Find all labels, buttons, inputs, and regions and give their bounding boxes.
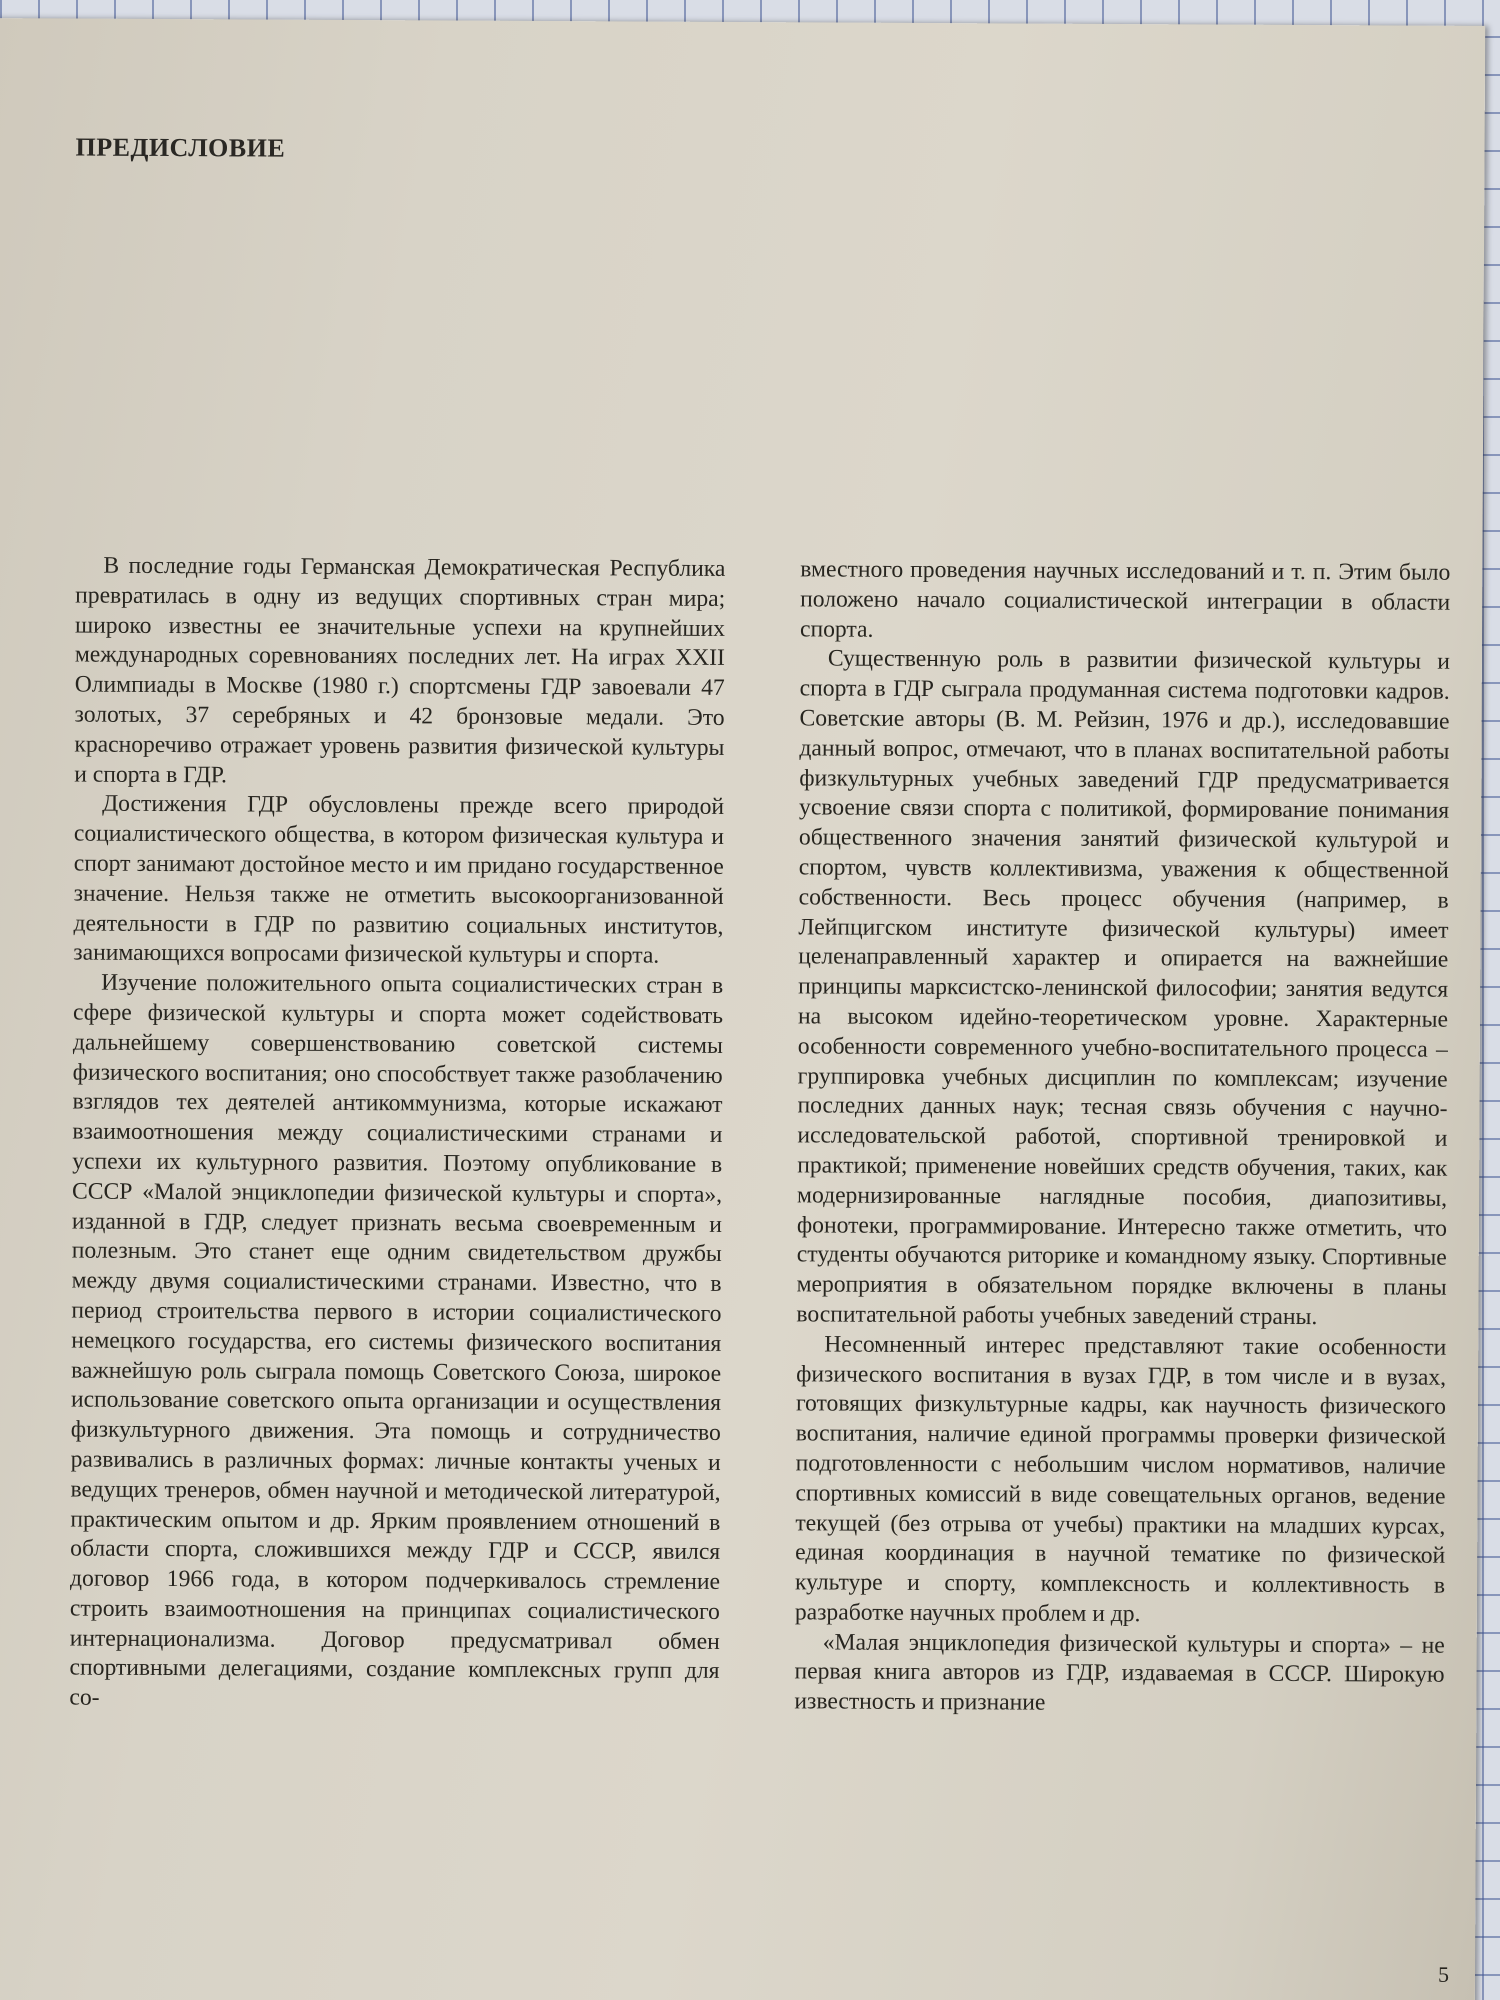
paragraph: Достижения ГДР обусловлены прежде всего природой социалистического общества, в котором физическая культура и спорт занимают достойное место и им придано государственное значение. Нельзя также не отметить высокоорганизованной деятельности в ГДР по развитию социальных институтов, занимающихся вопросами физической культуры и спорта. (73, 791, 725, 969)
paragraph: Существенную роль в развитии физической культуры и спорта в ГДР сыграла продуманная система подготовки кадров. Советские авторы (В. М. Рейзин, 1976 и др.), исследовавшие данный вопрос, отмечают, что в планах воспитательной работы физкультурных учебных заведений ГДР предусматривается усвоение связи спорта с политикой, формирование понимания общественного значения занятий физической культурой и спортом, чувств коллективизма, уважения к общественной собственности. Весь процесс обучения (например, в Лейпцигском институте физической культуры) имеет целенаправленный характер и опирается на важнейшие принципы марксистско-ленинской философии; занятия ведутся на высоком идейно-теоретическом уровне. Характерные особенности современного учебно-воспитательного процесса – группировка учебных дисциплин по комплексам; изучение последних данных наук; тесная связь обучения с научно-исследовательской работой, спортивной тренировкой и практикой; применение новейших средств обучения, таких, как модернизированные наглядные пособия, диапозитивы, фонотеки, программирование. Интересно также отметить, что студенты обучаются риторике и командному языку. Спортивные мероприятия в обязательном порядке включены в планы воспитательной работы учебных заведений страны. (796, 645, 1450, 1330)
page-number: 5 (1437, 1961, 1450, 1987)
paragraph: «Малая энциклопедия физической культуры и спорта» – не первая книга авторов из ГДР, издаваемая в СССР. Широкую известность и признание (794, 1629, 1445, 1716)
page-heading: ПРЕДИСЛОВИЕ (75, 132, 286, 163)
paragraph: Изучение положительного опыта социалистических стран в сфере физической культуры и спорта может содействовать дальнейшему совершенствованию советской системы физического воспитания; оно способствует также разоблачению взглядов тех деятелей антикоммунизма, которые искажают взаимоотношения между социалистическими странами и успехи их культурного развития. Поэтому опубликование в СССР «Малой энциклопедии физической культуры и спорта», изданной в ГДР, следует признать весьма своевременным и полезным. Это станет еще одним свидетельством дружбы между двумя социалистическими странами. Известно, что в период строительства первого в истории социалистического немецкого государства, его системы физического воспитания важнейшую роль сыграла помощь Советского Союза, широкое использование советского опыта организации и осуществления физкультурного движения. Эта помощь и сотрудничество развивались в различных формах: личные контакты ученых и ведущих тренеров, обмен научной и методической литературой, практическим опытом и др. Ярким проявлением отношений в области спорта, сложившихся между ГДР и СССР, явился договор 1966 года, в котором подчеркивалось стремление строить взаимоотношения на принципах социалистического интернационализма. Договор предусматривал обмен спортивными делегациями, создание комплексных групп для со- (69, 969, 724, 1711)
paragraph-continuation: вместного проведения научных исследований и т. п. Этим было положено начало социалистической интеграции в области спорта. (799, 556, 1451, 643)
paragraph: Несомненный интерес представляют такие особенности физического воспитания в вузах ГДР, в том числе и в вузах, готовящих физкультурные кадры, как научность физического воспитания, наличие единой программы проверки физической подготовленности с небольшим числом нормативов, наличие спортивных комиссий в виде совещательных органов, ведение текущей (без отрыва от учебы) практики на младших курсах, единая координация в научной тематике по физической культуре и спорту, комплексность и коллективность в разработке научных проблем и др. (794, 1331, 1447, 1628)
right-text-column (794, 555, 1450, 1720)
left-text-column (69, 552, 725, 1717)
paragraph: В последние годы Германская Демократическая Республика превратилась в одну из ведущих спортивных стран мира; широко известны ее значительные успехи на крупнейших международных соревнованиях последних лет. На играх XXII Олимпиады в Москве (1980 г.) спортсмены ГДР завоевали 47 золотых, 37 серебряных и 42 бронзовые медали. Это красноречиво отражает уровень развития физической культуры и спорта в ГДР. (74, 552, 726, 788)
book-page (0, 18, 1485, 2000)
